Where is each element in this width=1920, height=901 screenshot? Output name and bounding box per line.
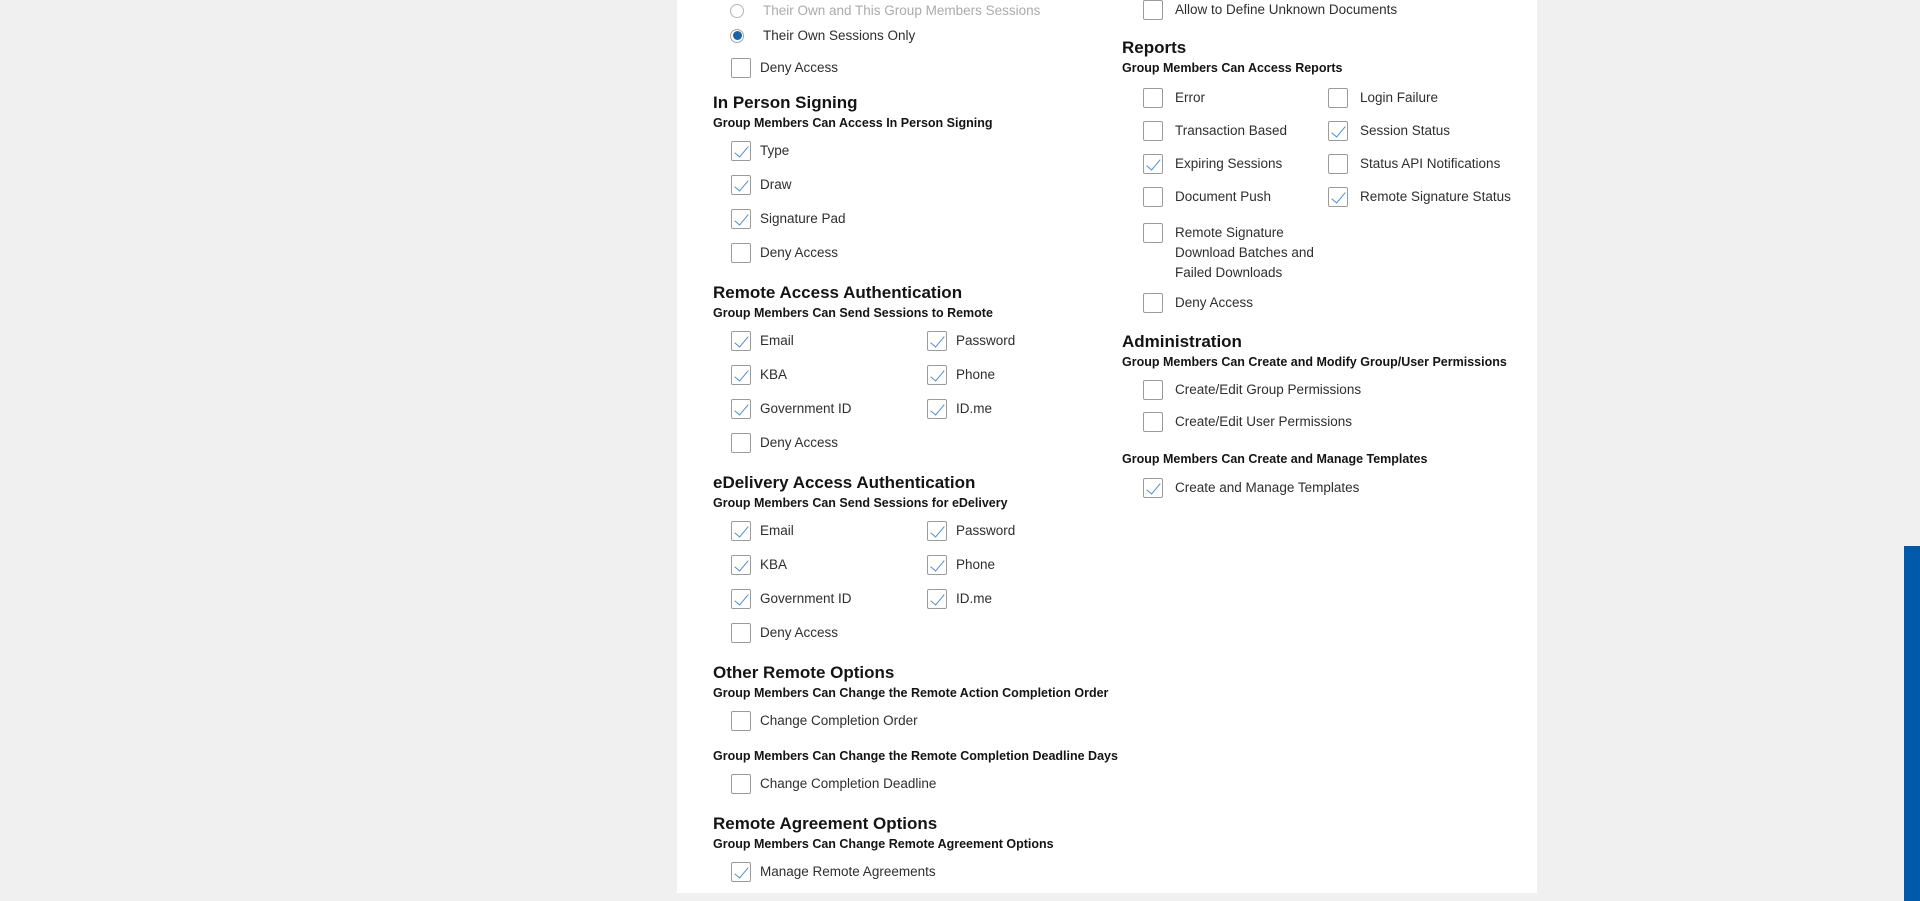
checkbox-session-deny-access[interactable] bbox=[731, 58, 751, 78]
checkbox-remote-email[interactable] bbox=[731, 331, 751, 351]
checkbox-status-api-notifications-report[interactable] bbox=[1328, 154, 1348, 174]
label-edelivery-kba: KBA bbox=[760, 557, 788, 572]
label-remote-email: Email bbox=[760, 333, 794, 348]
label-draw: Draw bbox=[760, 177, 792, 192]
label-change-completion-order: Change Completion Order bbox=[760, 713, 918, 728]
row-change-completion-order bbox=[713, 711, 1118, 731]
checkbox-remote-government-id[interactable] bbox=[731, 399, 751, 419]
checkbox-login-failure-report[interactable] bbox=[1328, 88, 1348, 108]
label-edelivery-phone: Phone bbox=[956, 557, 996, 572]
checkbox-expiring-sessions-report[interactable] bbox=[1143, 154, 1163, 174]
label-transaction-based-report: Transaction Based bbox=[1175, 123, 1288, 138]
heading-remote-agreement-options: Remote Agreement Options bbox=[713, 814, 938, 833]
label-remote-signature-status-report: Remote Signature Status bbox=[1360, 189, 1511, 204]
row-edelivery-govid-idme bbox=[713, 589, 1118, 609]
row-expiring-statusapi bbox=[1122, 154, 1537, 174]
label-change-completion-deadline: Change Completion Deadline bbox=[760, 776, 937, 791]
label-remote-idme: ID.me bbox=[956, 401, 993, 416]
checkbox-session-status-report[interactable] bbox=[1328, 121, 1348, 141]
heading-remote-access-authentication: Remote Access Authentication bbox=[713, 283, 963, 302]
row-change-completion-deadline bbox=[713, 774, 1118, 794]
checkbox-edelivery-idme[interactable] bbox=[927, 589, 947, 609]
subheading-remote-access-authentication: Group Members Can Send Sessions to Remote bbox=[713, 306, 993, 320]
radio-row-group-members-sessions bbox=[713, 2, 1118, 19]
checkbox-change-completion-deadline[interactable] bbox=[731, 774, 751, 794]
checkbox-edelivery-password[interactable] bbox=[927, 521, 947, 541]
label-manage-remote-agreements: Manage Remote Agreements bbox=[760, 864, 936, 879]
label-error-report: Error bbox=[1175, 90, 1205, 105]
label-remote-kba: KBA bbox=[760, 367, 788, 382]
checkbox-edelivery-email[interactable] bbox=[731, 521, 751, 541]
heading-reports: Reports bbox=[1122, 38, 1187, 57]
label-edelivery-password: Password bbox=[956, 523, 1016, 538]
checkbox-remote-password[interactable] bbox=[927, 331, 947, 351]
row-in-person-deny bbox=[713, 243, 1118, 263]
checkbox-remote-deny-access[interactable] bbox=[731, 433, 751, 453]
checkbox-remote-signature-status-report[interactable] bbox=[1328, 187, 1348, 207]
row-create-user-permissions bbox=[1122, 412, 1537, 432]
checkbox-draw[interactable] bbox=[731, 175, 751, 195]
label-edelivery-idme: ID.me bbox=[956, 591, 993, 606]
row-signature-pad bbox=[713, 209, 1118, 229]
checkbox-remote-signature-download-batches[interactable] bbox=[1143, 223, 1163, 243]
label-remote-signature-download-batches: Remote Signature Download Batches and Failed Downloads bbox=[1175, 225, 1314, 280]
checkbox-edelivery-deny-access[interactable] bbox=[731, 623, 751, 643]
radio-their-own-sessions-only[interactable] bbox=[730, 29, 744, 43]
heading-administration: Administration bbox=[1122, 332, 1242, 351]
checkbox-create-and-manage-templates[interactable] bbox=[1143, 478, 1163, 498]
label-document-push-report: Document Push bbox=[1175, 189, 1272, 204]
row-type bbox=[713, 141, 1118, 161]
subheading-edelivery-access-authentication: Group Members Can Send Sessions for eDelivery bbox=[713, 496, 1008, 510]
label-type: Type bbox=[760, 143, 790, 158]
checkbox-create-edit-group-permissions[interactable] bbox=[1143, 380, 1163, 400]
label-reports-deny-access: Deny Access bbox=[1175, 295, 1254, 310]
subheading-group-user-permissions: Group Members Can Create and Modify Group/User Permissions bbox=[1122, 355, 1507, 369]
checkbox-change-completion-order[interactable] bbox=[731, 711, 751, 731]
label-edelivery-government-id: Government ID bbox=[760, 591, 852, 606]
row-edelivery-kba-phone bbox=[713, 555, 1118, 575]
row-remote-download-batches bbox=[1122, 223, 1537, 283]
radio-label-their-own-and-group-sessions: Their Own and This Group Members Sessions bbox=[763, 3, 1041, 18]
label-create-edit-group-permissions: Create/Edit Group Permissions bbox=[1175, 382, 1362, 397]
checkbox-manage-remote-agreements[interactable] bbox=[731, 862, 751, 882]
row-draw bbox=[713, 175, 1118, 195]
label-create-edit-user-permissions: Create/Edit User Permissions bbox=[1175, 414, 1353, 429]
row-transaction-sessionstatus bbox=[1122, 121, 1537, 141]
radio-row-own-sessions-only bbox=[713, 27, 1118, 44]
row-reports-deny bbox=[1122, 293, 1537, 313]
subheading-create-manage-templates: Group Members Can Create and Manage Templates bbox=[1122, 452, 1428, 466]
checkbox-allow-unknown-documents[interactable] bbox=[1143, 0, 1163, 20]
label-in-person-deny-access: Deny Access bbox=[760, 245, 839, 260]
row-error-loginfailure bbox=[1122, 88, 1537, 108]
label-edelivery-email: Email bbox=[760, 523, 794, 538]
vertical-scrollbar-thumb[interactable] bbox=[1904, 546, 1920, 901]
label-remote-password: Password bbox=[956, 333, 1016, 348]
radio-label-their-own-sessions-only: Their Own Sessions Only bbox=[763, 28, 916, 43]
heading-in-person-signing: In Person Signing bbox=[713, 93, 858, 112]
checkbox-create-edit-user-permissions[interactable] bbox=[1143, 412, 1163, 432]
row-manage-remote-agreements bbox=[713, 862, 1118, 882]
checkbox-edelivery-government-id[interactable] bbox=[731, 589, 751, 609]
right-column bbox=[1122, 0, 1537, 498]
label-status-api-notifications-report: Status API Notifications bbox=[1360, 156, 1501, 171]
subheading-reports: Group Members Can Access Reports bbox=[1122, 61, 1343, 75]
checkbox-in-person-deny-access[interactable] bbox=[731, 243, 751, 263]
label-login-failure-report: Login Failure bbox=[1360, 90, 1439, 105]
checkbox-document-push-report[interactable] bbox=[1143, 187, 1163, 207]
row-edelivery-email-password bbox=[713, 521, 1118, 541]
label-signature-pad: Signature Pad bbox=[760, 211, 846, 226]
row-remote-deny bbox=[713, 433, 1118, 453]
checkbox-transaction-based-report[interactable] bbox=[1143, 121, 1163, 141]
label-remote-government-id: Government ID bbox=[760, 401, 852, 416]
subheading-in-person-signing: Group Members Can Access In Person Signing bbox=[713, 116, 993, 130]
heading-other-remote-options: Other Remote Options bbox=[713, 663, 895, 682]
heading-edelivery-access-authentication: eDelivery Access Authentication bbox=[713, 473, 976, 492]
row-edelivery-deny bbox=[713, 623, 1118, 643]
checkbox-remote-phone[interactable] bbox=[927, 365, 947, 385]
row-remote-govid-idme bbox=[713, 399, 1118, 419]
label-remote-deny-access: Deny Access bbox=[760, 435, 839, 450]
label-expiring-sessions-report: Expiring Sessions bbox=[1175, 156, 1283, 171]
label-create-and-manage-templates: Create and Manage Templates bbox=[1175, 480, 1360, 495]
subheading-remote-agreement-options: Group Members Can Change Remote Agreement Options bbox=[713, 837, 1054, 851]
checkbox-edelivery-phone[interactable] bbox=[927, 555, 947, 575]
subheading-change-completion-deadline: Group Members Can Change the Remote Completion Deadline Days bbox=[713, 749, 1118, 763]
left-column bbox=[713, 0, 1118, 882]
checkbox-type[interactable] bbox=[731, 141, 751, 161]
checkbox-error-report[interactable] bbox=[1143, 88, 1163, 108]
row-session-deny bbox=[713, 58, 1118, 78]
checkbox-remote-kba[interactable] bbox=[731, 365, 751, 385]
row-allow-unknown-documents bbox=[1122, 0, 1537, 20]
row-docpush-remotesig bbox=[1122, 187, 1537, 207]
checkbox-edelivery-kba[interactable] bbox=[731, 555, 751, 575]
checkbox-reports-deny-access[interactable] bbox=[1143, 293, 1163, 313]
label-session-deny-access: Deny Access bbox=[760, 60, 839, 75]
label-edelivery-deny-access: Deny Access bbox=[760, 625, 839, 640]
label-session-status-report: Session Status bbox=[1360, 123, 1451, 138]
row-create-manage-templates bbox=[1122, 478, 1537, 498]
checkbox-signature-pad[interactable] bbox=[731, 209, 751, 229]
subheading-change-completion-order: Group Members Can Change the Remote Action Completion Order bbox=[713, 686, 1109, 700]
row-remote-email-password bbox=[713, 331, 1118, 351]
checkbox-remote-idme[interactable] bbox=[927, 399, 947, 419]
row-create-group-permissions bbox=[1122, 380, 1537, 400]
row-remote-kba-phone bbox=[713, 365, 1118, 385]
radio-their-own-and-group-sessions[interactable] bbox=[730, 4, 744, 18]
label-allow-unknown-documents: Allow to Define Unknown Documents bbox=[1175, 2, 1398, 17]
label-remote-phone: Phone bbox=[956, 367, 996, 382]
